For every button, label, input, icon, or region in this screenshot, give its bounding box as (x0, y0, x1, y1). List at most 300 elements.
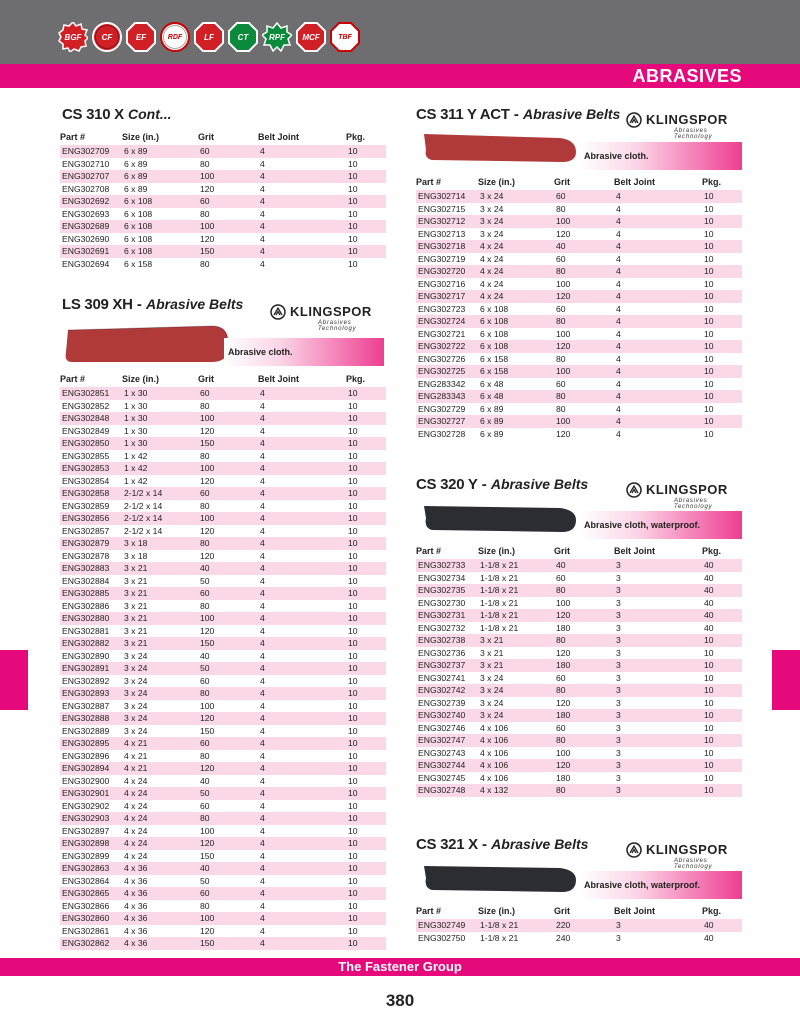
cell-grit: 100 (198, 612, 258, 625)
table-row (416, 634, 742, 647)
cell-pkg: 10 (348, 208, 358, 219)
cell-belt-joint: 4 (258, 887, 346, 900)
cell-belt-joint: 3 (614, 919, 702, 932)
cell-size: 6 x 108 (124, 208, 153, 219)
cell-size: 6 x 108 (478, 315, 554, 328)
cell-part-number: ENG302899 (62, 850, 110, 861)
table-row (416, 415, 742, 428)
cell-pkg: 10 (702, 340, 742, 353)
klingspor-logo-icon (626, 842, 642, 858)
table-row (416, 759, 742, 772)
bgf-logo-icon (58, 22, 88, 52)
cell-belt-joint: 4 (616, 403, 621, 414)
cell-belt-joint: 4 (260, 850, 265, 861)
cell-pkg: 10 (348, 475, 358, 486)
table-row (416, 353, 742, 366)
cell-grit: 80 (554, 784, 614, 797)
cell-size: 6 x 48 (478, 390, 554, 403)
table-row (60, 487, 386, 500)
cell-grit: 80 (554, 734, 614, 747)
cell-part-number: ENG302722 (416, 340, 478, 353)
cell-size: 3 x 21 (124, 625, 148, 636)
logo-label: CF (101, 32, 113, 42)
cell-size: 4 x 106 (478, 759, 554, 772)
table-header-row (60, 374, 386, 387)
cell-belt-joint: 3 (616, 932, 621, 943)
cell-grit: 100 (198, 412, 258, 425)
cell-grit: 100 (200, 825, 215, 836)
cell-belt-joint: 4 (260, 650, 265, 661)
klingspor-brand (626, 842, 728, 870)
table-row (416, 584, 742, 597)
category-title: ABRASIVES (632, 66, 742, 86)
cell-size: 6 x 89 (122, 145, 198, 158)
cell-belt-joint: 4 (258, 762, 346, 775)
cell-pkg: 40 (702, 609, 742, 622)
table-row (60, 258, 386, 271)
cell-pkg: 10 (346, 412, 386, 425)
table-row (60, 550, 386, 563)
cell-part-number: ENG302728 (418, 428, 466, 439)
cell-pkg: 10 (346, 787, 386, 800)
table-row (416, 559, 742, 572)
cell-grit: 120 (554, 759, 614, 772)
cell-belt-joint: 4 (260, 208, 265, 219)
cell-part-number: ENG302862 (60, 937, 122, 950)
cell-size: 1-1/8 x 21 (478, 609, 554, 622)
section-subtitle: Abrasive Belts (523, 106, 621, 122)
table-row (60, 637, 386, 650)
cell-size: 3 x 21 (122, 637, 198, 650)
column-header-pkg: Pkg. (702, 906, 722, 916)
cell-grit: 60 (556, 253, 566, 264)
cell-grit: 60 (556, 572, 566, 583)
cell-belt-joint: 4 (260, 258, 265, 269)
table-row (416, 932, 742, 945)
cell-belt-joint: 4 (260, 875, 265, 886)
cell-grit: 50 (200, 575, 210, 586)
belt-shape (424, 506, 576, 532)
table-row (416, 228, 742, 241)
cell-belt-joint: 4 (258, 937, 346, 950)
cell-belt-joint: 4 (258, 637, 346, 650)
cell-pkg: 10 (704, 353, 714, 364)
cell-pkg: 10 (348, 500, 358, 511)
cell-pkg: 10 (346, 387, 386, 400)
table-row (416, 240, 742, 253)
belt-image (62, 322, 232, 366)
column-header-size: Size (in.) (478, 177, 516, 187)
cell-belt-joint: 3 (614, 609, 702, 622)
table-row (416, 784, 742, 797)
material-label: Abrasive cloth. (228, 347, 293, 357)
cell-size: 4 x 24 (122, 837, 198, 850)
table-row (60, 787, 386, 800)
cell-size: 4 x 36 (124, 875, 148, 886)
cell-grit: 100 (200, 700, 215, 711)
table-row (60, 208, 386, 221)
cell-belt-joint: 4 (258, 170, 346, 183)
cell-part-number: ENG302707 (60, 170, 122, 183)
material-banner (580, 142, 742, 170)
cell-part-number: ENG302719 (418, 253, 466, 264)
section-subtitle: Abrasive Belts (490, 476, 589, 492)
cell-grit: 150 (200, 850, 215, 861)
table-row (416, 378, 742, 391)
cell-part-number: ENG302694 (62, 258, 110, 269)
cell-pkg: 10 (704, 228, 714, 239)
table-row (416, 684, 742, 697)
cell-grit: 60 (200, 675, 210, 686)
cell-pkg: 40 (704, 932, 714, 943)
cell-pkg: 10 (704, 428, 714, 439)
cell-part-number: ENG302901 (60, 787, 122, 800)
table-row (60, 475, 386, 488)
cell-belt-joint: 4 (260, 625, 265, 636)
cell-part-number: ENG302750 (418, 932, 466, 943)
table-row (60, 750, 386, 763)
cell-size: 1 x 30 (122, 412, 198, 425)
cell-size: 4 x 24 (478, 290, 554, 303)
cell-part-number: ENG302891 (60, 662, 122, 675)
logo-label: TBF (338, 33, 352, 41)
cell-belt-joint: 4 (258, 837, 346, 850)
cell-part-number: ENG302693 (62, 208, 110, 219)
cell-pkg: 10 (348, 675, 358, 686)
cell-belt-joint: 4 (258, 562, 346, 575)
column-header-pkg: Pkg. (702, 177, 722, 187)
cell-belt-joint: 4 (260, 775, 265, 786)
column-header-belt-joint: Belt Joint (258, 374, 300, 384)
cell-size: 6 x 108 (480, 303, 509, 314)
cell-size: 3 x 18 (122, 537, 198, 550)
table-row (60, 912, 386, 925)
cell-grit: 40 (200, 775, 210, 786)
cell-pkg: 10 (346, 812, 386, 825)
belt-image (420, 500, 580, 536)
cell-grit: 60 (198, 387, 258, 400)
cell-grit: 80 (200, 900, 210, 911)
column-header-grit: Grit (554, 177, 571, 187)
cell-pkg: 10 (348, 400, 358, 411)
logo-label: CT (237, 32, 249, 42)
table-row (416, 622, 742, 635)
table-cs321x (416, 906, 742, 944)
cell-grit: 60 (556, 303, 566, 314)
table-row (416, 734, 742, 747)
klingspor-brand (270, 304, 372, 332)
table-row (416, 265, 742, 278)
cell-pkg: 10 (704, 253, 714, 264)
cell-part-number: ENG302732 (418, 622, 466, 633)
brand-logos (58, 22, 360, 52)
logo-label: RPF (269, 32, 285, 42)
cell-belt-joint: 4 (614, 365, 702, 378)
cell-pkg: 10 (346, 662, 386, 675)
table-row (60, 450, 386, 463)
cell-pkg: 10 (346, 220, 386, 233)
table-row (416, 278, 742, 291)
cell-pkg: 10 (702, 415, 742, 428)
cell-part-number: ENG302742 (416, 684, 478, 697)
cell-grit: 60 (198, 195, 258, 208)
cell-part-number: ENG302858 (60, 487, 122, 500)
table-row (60, 145, 386, 158)
table-row (60, 775, 386, 788)
material-label: Abrasive cloth, waterproof. (584, 520, 701, 530)
cell-pkg: 10 (348, 625, 358, 636)
cell-pkg: 10 (346, 562, 386, 575)
cell-grit: 60 (556, 378, 566, 389)
cell-pkg: 10 (704, 697, 714, 708)
cell-size: 4 x 36 (124, 900, 148, 911)
section-code: CS 310 X (62, 106, 124, 123)
cell-part-number: ENG302725 (416, 365, 478, 378)
klingspor-brand (626, 112, 728, 140)
belt-shape (66, 326, 228, 362)
cell-belt-joint: 4 (258, 220, 346, 233)
cell-size: 3 x 18 (124, 550, 148, 561)
cell-size: 6 x 158 (124, 258, 153, 269)
table-cs310x (60, 132, 386, 270)
cell-part-number: ENG302866 (62, 900, 110, 911)
cell-grit: 80 (198, 687, 258, 700)
cell-part-number: ENG302746 (418, 722, 466, 733)
cell-pkg: 10 (704, 772, 714, 783)
cell-size: 4 x 24 (480, 253, 504, 264)
cell-size: 1 x 42 (124, 475, 148, 486)
cell-grit: 80 (200, 158, 210, 169)
klingspor-logo-icon (626, 112, 642, 128)
cell-grit: 50 (198, 787, 258, 800)
cell-grit: 100 (198, 462, 258, 475)
material-banner (580, 511, 742, 539)
table-row (60, 862, 386, 875)
cell-pkg: 10 (346, 737, 386, 750)
cell-grit: 60 (198, 587, 258, 600)
cell-size: 3 x 21 (480, 647, 504, 658)
cell-pkg: 10 (346, 637, 386, 650)
table-row (60, 825, 386, 838)
cell-part-number: ENG302726 (418, 353, 466, 364)
brand-tagline: Abrasives Technology (674, 498, 713, 510)
cell-grit: 60 (198, 737, 258, 750)
brand-name: KLINGSPOR (646, 482, 728, 497)
table-row (60, 737, 386, 750)
table-row (60, 687, 386, 700)
column-header-grit: Grit (554, 546, 571, 556)
table-row (60, 462, 386, 475)
table-row (60, 812, 386, 825)
table-row (416, 203, 742, 216)
cell-size: 3 x 24 (124, 700, 148, 711)
cell-size: 1-1/8 x 21 (480, 622, 519, 633)
cell-pkg: 10 (346, 687, 386, 700)
table-header-row (416, 906, 742, 919)
cell-pkg: 10 (346, 145, 386, 158)
cell-size: 3 x 24 (124, 675, 148, 686)
cell-part-number: ENG302691 (60, 245, 122, 258)
cell-pkg: 10 (346, 712, 386, 725)
cell-pkg: 10 (346, 887, 386, 900)
cell-pkg: 10 (348, 233, 358, 244)
cell-grit: 120 (554, 609, 614, 622)
cell-belt-joint: 3 (616, 722, 621, 733)
cell-part-number: ENG302849 (62, 425, 110, 436)
cell-belt-joint: 4 (614, 340, 702, 353)
cell-size: 6 x 89 (124, 158, 148, 169)
table-header-row (60, 132, 386, 145)
cell-pkg: 10 (348, 450, 358, 461)
table-row (60, 837, 386, 850)
cell-pkg: 10 (346, 587, 386, 600)
cell-belt-joint: 4 (258, 862, 346, 875)
cell-size: 4 x 24 (124, 850, 148, 861)
cell-pkg: 10 (702, 709, 742, 722)
cell-pkg: 10 (702, 634, 742, 647)
cf-logo-icon (92, 22, 122, 52)
cell-grit: 50 (200, 875, 210, 886)
cell-size: 4 x 106 (480, 722, 509, 733)
cell-size: 3 x 24 (122, 712, 198, 725)
cell-belt-joint: 3 (616, 622, 621, 633)
cell-pkg: 10 (704, 403, 714, 414)
cell-belt-joint: 4 (260, 800, 265, 811)
table-row (60, 800, 386, 813)
cell-grit: 80 (554, 684, 614, 697)
table-row (60, 625, 386, 638)
table-row (416, 772, 742, 785)
cell-grit: 100 (556, 328, 571, 339)
cell-grit: 120 (554, 340, 614, 353)
cell-belt-joint: 4 (616, 203, 621, 214)
cell-belt-joint: 4 (260, 550, 265, 561)
cell-pkg: 10 (346, 912, 386, 925)
cell-grit: 100 (556, 278, 571, 289)
belt-shape (424, 134, 576, 162)
cell-part-number: ENG302723 (418, 303, 466, 314)
cell-size: 4 x 36 (122, 912, 198, 925)
table-row (416, 697, 742, 710)
cell-belt-joint: 4 (258, 145, 346, 158)
company-name: The Fastener Group (338, 959, 462, 974)
table-row (60, 725, 386, 738)
table-row (60, 183, 386, 196)
cell-part-number: ENG302729 (418, 403, 466, 414)
cell-size: 3 x 24 (478, 709, 554, 722)
cell-grit: 80 (556, 353, 566, 364)
cell-size: 4 x 36 (122, 862, 198, 875)
brand-name: KLINGSPOR (646, 842, 728, 857)
cell-belt-joint: 4 (614, 190, 702, 203)
cell-pkg: 40 (704, 597, 714, 608)
cell-part-number: ENG302902 (62, 800, 110, 811)
cell-size: 4 x 21 (122, 762, 198, 775)
cell-pkg: 10 (346, 512, 386, 525)
logo-label: MCF (302, 32, 320, 42)
cell-size: 3 x 24 (122, 662, 198, 675)
table-row (60, 762, 386, 775)
cell-pkg: 10 (702, 784, 742, 797)
cell-grit: 150 (198, 437, 258, 450)
cell-pkg: 10 (702, 240, 742, 253)
cell-part-number: ENG302714 (416, 190, 478, 203)
table-row (60, 925, 386, 938)
cell-part-number: ENG302853 (60, 462, 122, 475)
table-cs320y (416, 546, 742, 797)
cell-belt-joint: 4 (616, 303, 621, 314)
cell-belt-joint: 4 (614, 315, 702, 328)
brand-tagline: Abrasives Technology (674, 858, 713, 870)
cell-pkg: 40 (702, 584, 742, 597)
side-tab-left (0, 650, 28, 710)
table-row (60, 387, 386, 400)
cell-pkg: 10 (348, 700, 358, 711)
cell-belt-joint: 4 (260, 725, 265, 736)
cell-size: 3 x 24 (480, 228, 504, 239)
table-row (416, 572, 742, 585)
cell-part-number: ENG302689 (60, 220, 122, 233)
section-ls309xh (62, 296, 243, 313)
cell-grit: 120 (556, 228, 571, 239)
cell-belt-joint: 3 (614, 584, 702, 597)
cell-size: 6 x 48 (480, 378, 504, 389)
section-code: CS 311 Y ACT (416, 106, 510, 123)
cell-belt-joint: 3 (614, 734, 702, 747)
cell-belt-joint: 3 (614, 709, 702, 722)
cell-belt-joint: 4 (260, 675, 265, 686)
cell-part-number: ENG302880 (60, 612, 122, 625)
cell-part-number: ENG302861 (62, 925, 110, 936)
cell-part-number: ENG302852 (62, 400, 110, 411)
cell-part-number: ENG302897 (62, 825, 110, 836)
cell-pkg: 10 (702, 684, 742, 697)
table-row (60, 525, 386, 538)
cell-pkg: 10 (704, 647, 714, 658)
cell-part-number: ENG302882 (60, 637, 122, 650)
cell-size: 3 x 24 (480, 672, 504, 683)
cell-grit: 120 (554, 290, 614, 303)
cell-part-number: ENG302731 (416, 609, 478, 622)
cell-grit: 80 (200, 258, 210, 269)
logo-label: RDF (167, 33, 183, 41)
cell-belt-joint: 4 (258, 587, 346, 600)
cell-grit: 100 (554, 415, 614, 428)
cell-grit: 150 (198, 245, 258, 258)
cell-belt-joint: 3 (614, 634, 702, 647)
cell-pkg: 10 (704, 378, 714, 389)
section-code: CS 320 Y (416, 476, 478, 493)
cell-part-number: ENG302895 (60, 737, 122, 750)
cell-part-number: ENG302724 (416, 315, 478, 328)
cell-size: 6 x 108 (122, 220, 198, 233)
cell-pkg: 40 (702, 919, 742, 932)
table-row (60, 875, 386, 888)
table-row (416, 722, 742, 735)
logo-label: BGF (64, 32, 82, 42)
lf-logo-icon (194, 22, 224, 52)
cell-part-number: ENG302896 (62, 750, 110, 761)
cell-size: 3 x 21 (478, 634, 554, 647)
cell-size: 4 x 21 (122, 737, 198, 750)
cell-size: 1 x 42 (124, 450, 148, 461)
cell-belt-joint: 4 (260, 525, 265, 536)
column-header-size: Size (in.) (122, 132, 160, 142)
cell-pkg: 10 (348, 258, 358, 269)
cell-size: 6 x 158 (478, 365, 554, 378)
cell-part-number: ENG302894 (60, 762, 122, 775)
cell-belt-joint: 4 (258, 387, 346, 400)
